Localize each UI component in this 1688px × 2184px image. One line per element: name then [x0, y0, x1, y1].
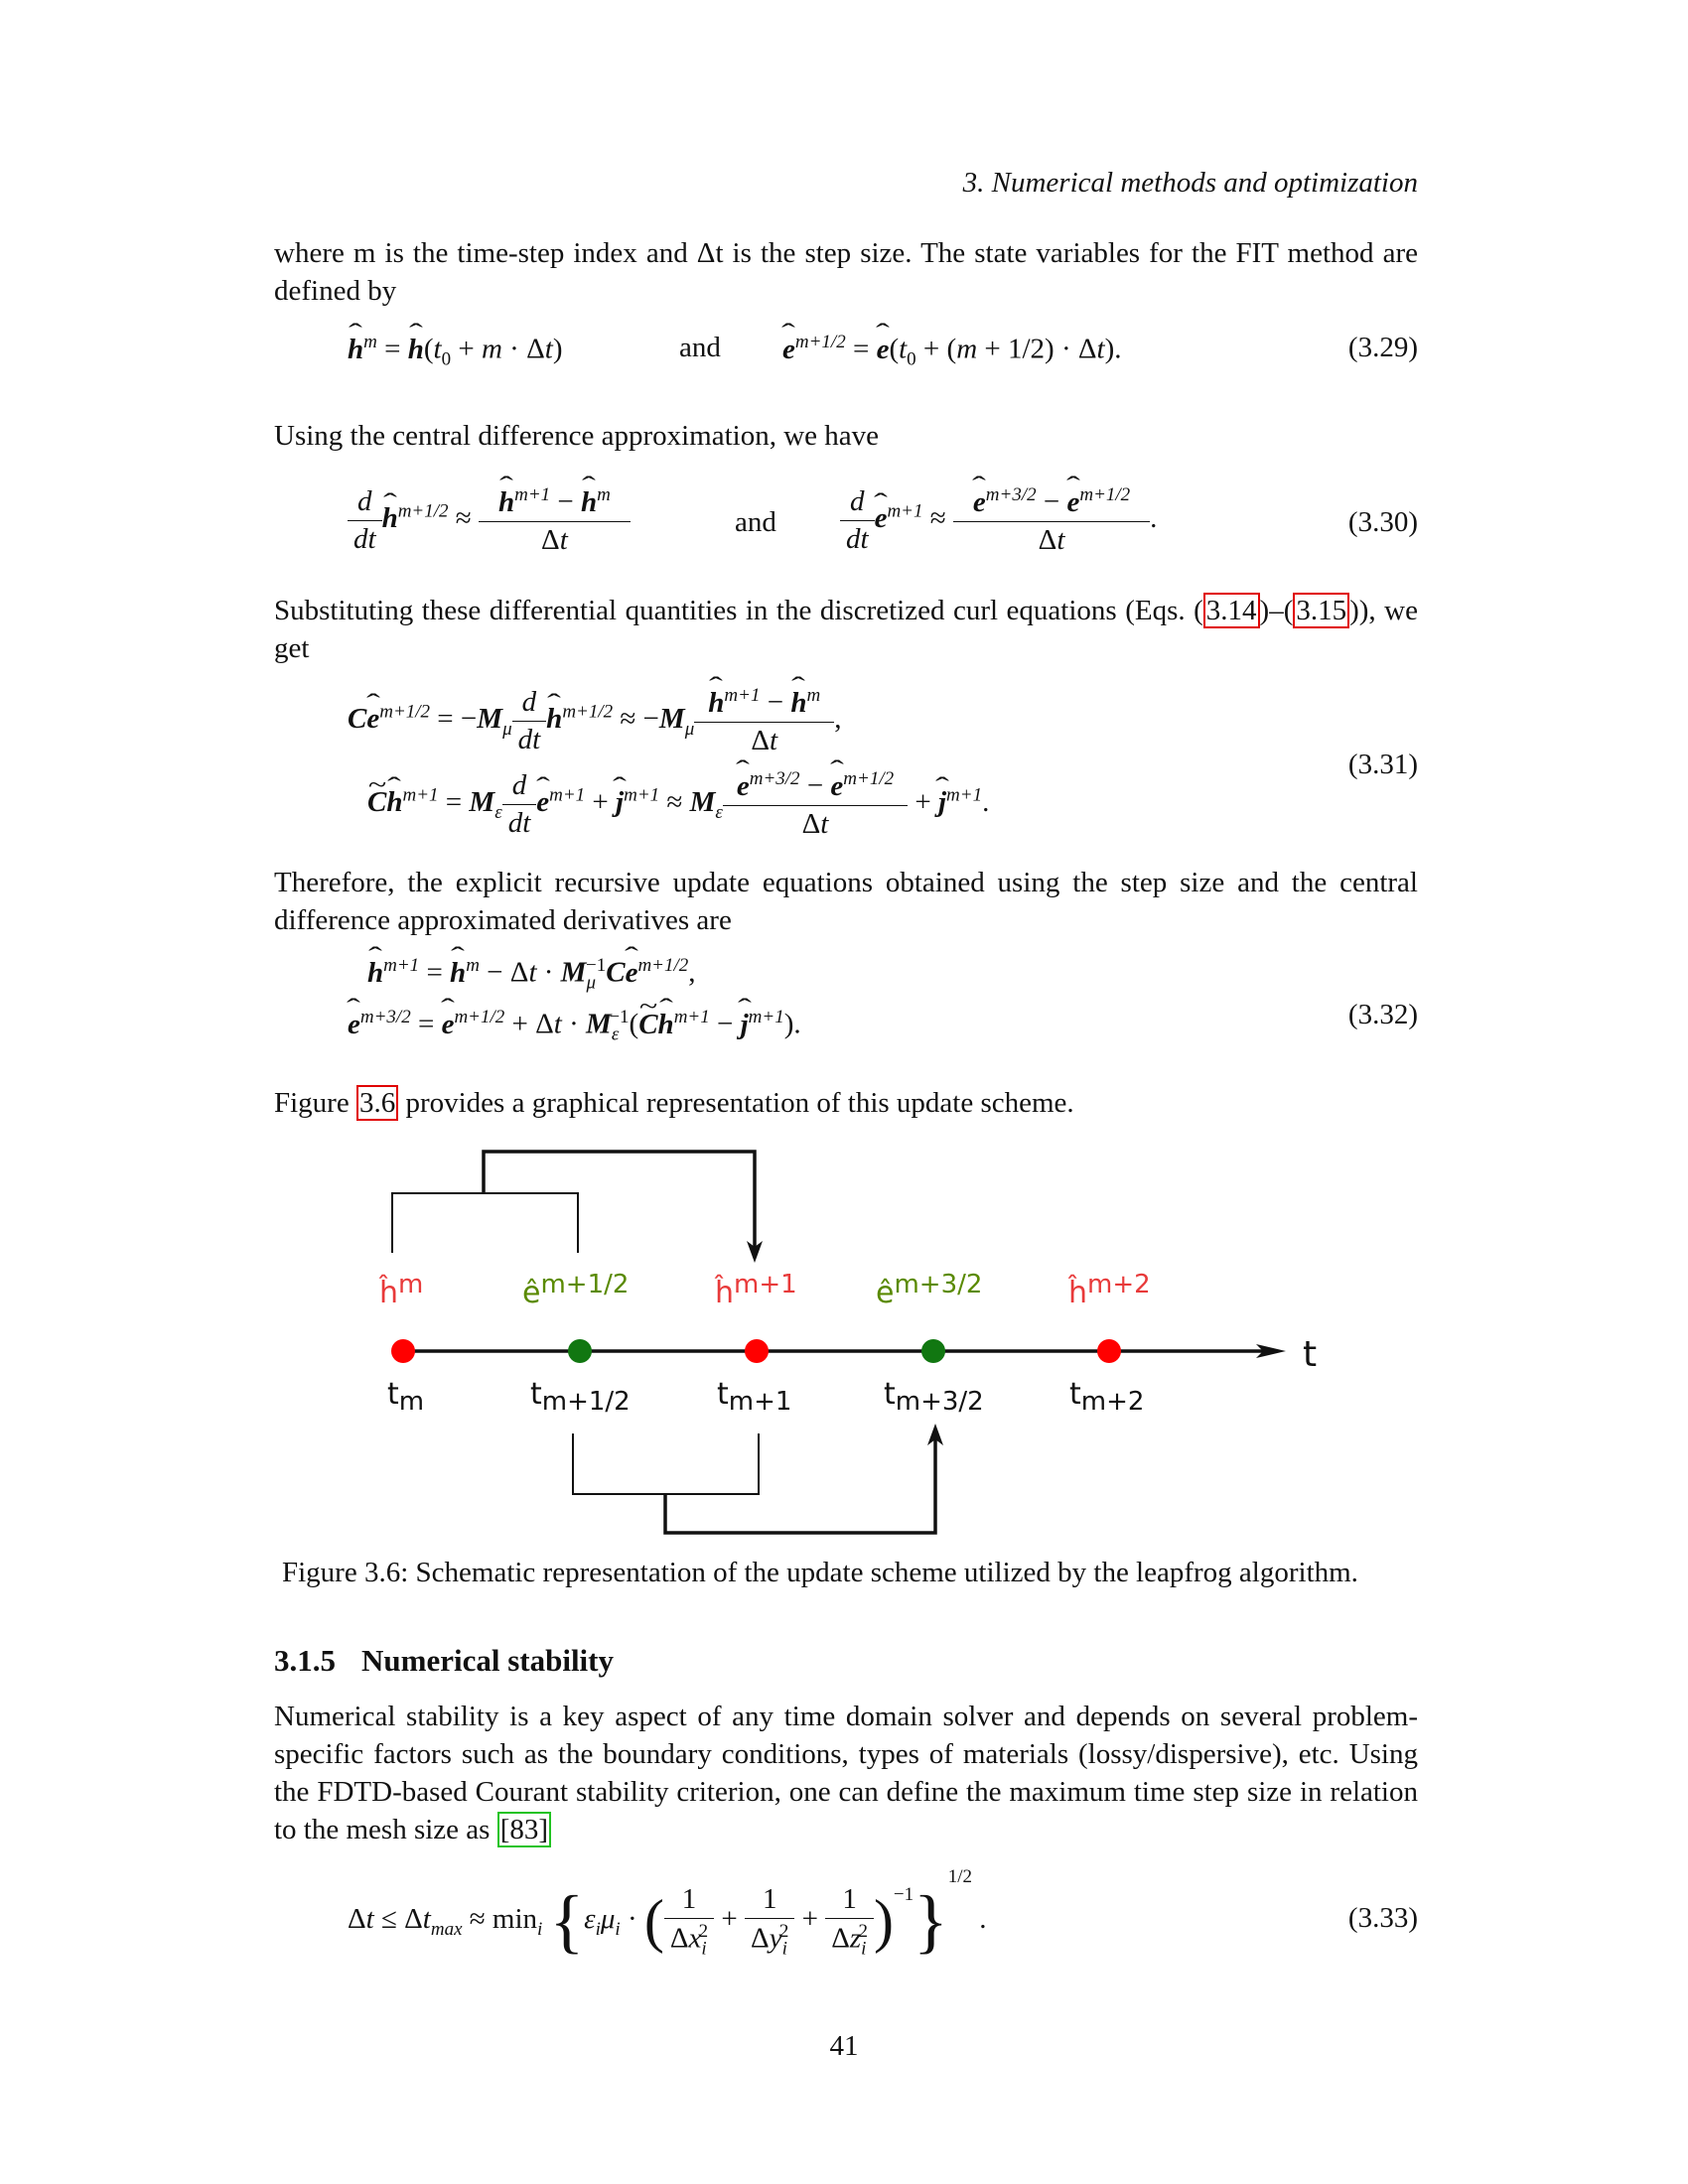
equation-number: (3.29) — [1347, 332, 1418, 363]
p3-text-c: )), we get — [274, 595, 1418, 664]
label-e-m-half: êm+1/2 — [522, 1270, 630, 1310]
running-header: 3. Numerical methods and optimization — [962, 167, 1418, 199]
label-e-m3-half: êm+3/2 — [876, 1270, 983, 1310]
citation-83[interactable]: [83] — [497, 1812, 551, 1847]
equation-3-30: $\frac{d}{dt}$ ˆ $h^{m+1/2}$ ≈ ˆ $\frac{h^{m+1} - ˆ h^m}{\Delta t}$ and $\frac{d}{dt}$ ˆ $e^{m+1}$ ≈ ˆ $\frac{e^{m+3/2} - ˆ e^{m+1/2}}{\Delta t}$ . (3.30) — [274, 477, 1418, 556]
h-dot-m1 — [745, 1339, 769, 1363]
figure-caption: Figure 3.6: Schematic representation of the update scheme utilized by the leapfrog algorithm. — [282, 1557, 1358, 1588]
eq329-connector: and — [679, 332, 721, 363]
axis-label: t — [1303, 1334, 1318, 1375]
label-h-m: ĥm — [379, 1270, 424, 1310]
top-bracket — [392, 1152, 763, 1263]
equation-number: (3.32) — [1347, 999, 1418, 1030]
e-dot-m-half — [568, 1339, 592, 1363]
bottom-bracket — [573, 1424, 943, 1533]
eq330-connector: and — [735, 506, 776, 538]
equation-3-32: ˆ $h^{m+1}$ = ˆ $h^m - \Delta t$ · $M_\mu^{-1}Cˆ$ $e^{m+1/2}$, ˆ $e^{m+3/2}$ = ˆ $e^{m+1/2} + \Delta t$ · $M_\varepsilon^{-1}(\sim$ Cˆ $h^{m+1}$ − ˆ $j^{m+1}$). (3.32) — [274, 955, 1418, 1064]
eq-ref-3-14[interactable]: 3.14 — [1203, 593, 1260, 628]
p5-text-a: Figure — [274, 1087, 356, 1119]
equation-3-33: $\Delta t \le \Delta t_{max} \approx \min_i \{\varepsilon_i\mu_i$ · ( $\frac{1}{\Delta x_i^2}$ + $\frac{1}{\Delta y_i^2}$ + $\frac{1}{\Delta z_i^2}$ )$^{-1}$}$^{1/2}$ . (3.33) — [348, 1866, 1418, 1961]
h-dot-m2 — [1097, 1339, 1121, 1363]
paragraph-central-difference: Using the central difference approximation, we have — [274, 420, 880, 452]
e-dot-m3-half — [921, 1339, 945, 1363]
time-label-m: tm — [387, 1377, 425, 1417]
equation-number: (3.33) — [1347, 1902, 1418, 1934]
label-h-m1: ĥm+1 — [715, 1270, 797, 1310]
eq-ref-3-15[interactable]: 3.15 — [1293, 593, 1349, 628]
section-number: 3.1.5 — [274, 1643, 336, 1678]
paragraph-explicit-update: Therefore, the explicit recursive update equations obtained using the step size and the central difference approximated derivatives are — [274, 867, 1418, 936]
label-h-m2: ĥm+2 — [1068, 1270, 1151, 1310]
section-heading — [274, 1643, 614, 1679]
paragraph-stability — [274, 1698, 1418, 1848]
equation-number: (3.31) — [1347, 749, 1418, 780]
equation-number: (3.30) — [1347, 506, 1418, 538]
p3-text-a: Substituting these differential quantities in the discretized curl equations (Eqs. ( — [274, 595, 1203, 626]
page-number: 41 — [829, 2030, 859, 2062]
time-label-m2: tm+2 — [1069, 1377, 1145, 1417]
document-page: 3. Numerical methods and optimization where m is the time-step index and Δt is the step size. The state variables for the FIT method are defined by ˆ $h^m$ = ˆ $h(t_0 + m \cdot \Delta t)$ and ˆ $e^{m+1/2}$ = ˆ $e(t_0 + (m + 1/2) \cdot \Delta t)$. (3.29) Using the central difference approximation, we have $\frac{d}{dt}$ ˆ $h^{m+1/2}$ ≈ ˆ $\frac{h^{m+1} - ˆ h^m}{\Delta t}$ and $\frac{d}{dt}$ ˆ $e^{m+1}$ ≈ ˆ $\frac{e^{m+3/2} - ˆ e^{m+1/2}}{\Delta t}$ . (3.30) Substituting these differential quantities in the discretized curl equations (Eqs. ( 3.14 )–( 3.15 )), we get Cˆ $e^{m+1/2} = -M_\mu$ $\frac{d}{dt}$ ˆ $h^{m+1/2} \approx -M_\mu$ ˆ $\frac{h^{m+1} - ˆ h^m}{\Delta t}$ , ~ Cˆ $h^{m+1} = M_\varepsilon$ $\frac{d}{dt}$ ˆ $e^{m+1}$ + ˆ $j^{m+1} \approx M_\varepsilon$ ˆ $\frac{e^{m+3/2} - ˆ e^{m+1/2}}{\Delta t}$ + ˆ $j^{m+1}$. (3.31) Therefore, the explicit recursive update equations obtained using the step size and the central difference approximated derivatives are ˆ $h^{m+1}$ = ˆ $h^m - \Delta t$ · $M_\mu^{-1}Cˆ$ $e^{m+1/2}$, ˆ $e^{m+3/2}$ = ˆ $e^{m+1/2} + \Delta t$ · $M_\varepsilon^{-1}(\sim$ Cˆ $h^{m+1}$ − ˆ $j^{m+1}$). (3.32) Figure 3.6 provides a graphical representation of this update scheme. t ĥm êm+1/2 ĥm+1 êm+3/2 ĥm+2 tm tm+1/2 tm+1 tm+3/2 tm+2 Figure 3.6: Schematic representation of the update scheme utilized by the leapfrog algorithm. 3.1.5 Numerical stability Numerical stability is a key aspect of any time domain solver and depends on several problem-specific factors such as the boundary conditions, types of materials (lossy/dispersive), etc. Using the FDTD-based Courant stability criterion, one can define the maximum time step size in relation to the mesh size as [83] $\Delta t \le \Delta t_{max} \approx \min_i \{\varepsilon_i\mu_i$ · ( $\frac{1}{\Delta x_i^2}$ + $\frac{1}{\Delta y_i^2}$ + $\frac{1}{\Delta z_i^2}$ )$^{-1}$}$^{1/2}$ . (3.33) 41 — [0, 0, 1688, 2184]
time-label-m3-half: tm+3/2 — [884, 1377, 984, 1417]
time-label-m-half: tm+1/2 — [530, 1377, 631, 1417]
paragraph-intro: where m is the time-step index and Δt is the step size. The state variables for the FIT method are defined by — [274, 237, 1418, 307]
p3-text-b: )–( — [1259, 595, 1294, 626]
p6-text: Numerical stability is a key aspect of any time domain solver and depends on several problem-specific factors such as the boundary conditions, types of materials (lossy/dispersive), etc. Using the FDTD-based Courant stability criterion, one can define the maximum time step size in relation to the mesh size as — [274, 1701, 1418, 1845]
p5-text-b: provides a graphical representation of this update scheme. — [398, 1087, 1074, 1119]
section-title: Numerical stability — [361, 1643, 614, 1678]
figure-ref-3-6[interactable]: 3.6 — [356, 1085, 398, 1121]
h-dot-m — [391, 1339, 415, 1363]
equation-3-31: Cˆ $e^{m+1/2} = -M_\mu$ $\frac{d}{dt}$ ˆ $h^{m+1/2} \approx -M_\mu$ ˆ $\frac{h^{m+1} - ˆ h^m}{\Delta t}$ , ~ Cˆ $h^{m+1} = M_\varepsilon$ $\frac{d}{dt}$ ˆ $e^{m+1}$ + ˆ $j^{m+1} \approx M_\varepsilon$ ˆ $\frac{e^{m+3/2} - ˆ e^{m+1/2}}{\Delta t}$ + ˆ $j^{m+1}$. (3.31) — [274, 685, 1418, 854]
time-label-m1: tm+1 — [717, 1377, 792, 1417]
